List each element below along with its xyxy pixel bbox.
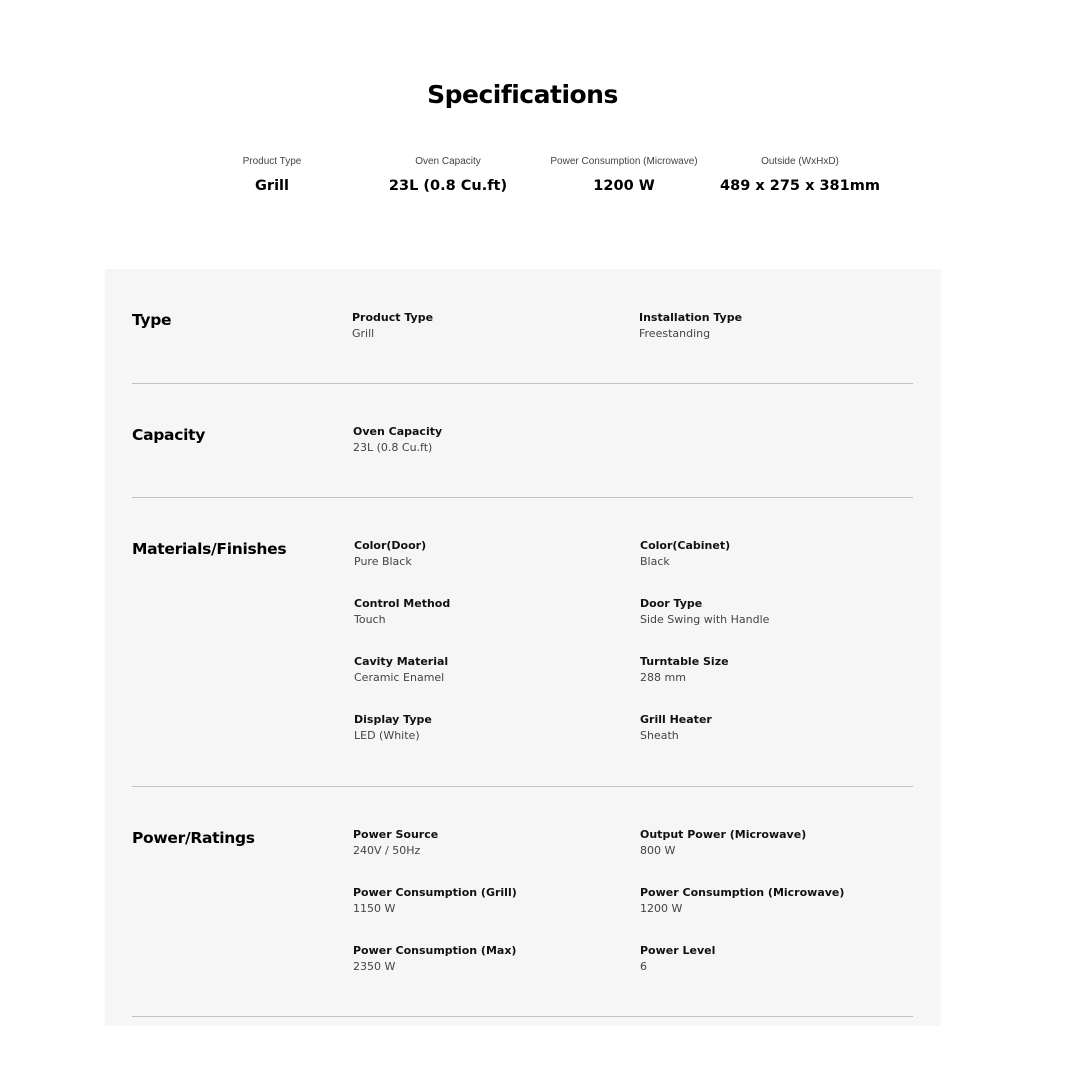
- spec-panel: [105, 269, 941, 1026]
- highlight-label: Product Type: [242, 156, 302, 167]
- highlight-value: 1200 W: [593, 178, 655, 194]
- spec-label: Installation Type: [639, 311, 743, 324]
- spec-label: Power Consumption (Microwave): [640, 886, 845, 899]
- spec-highlights: [184, 156, 888, 206]
- highlight-product-type: [184, 156, 360, 194]
- highlight-outside-dimensions: [712, 156, 888, 194]
- highlight-value: Grill: [255, 178, 289, 194]
- spec-item: [352, 310, 433, 342]
- spec-value: 1150 W: [353, 902, 396, 915]
- spec-section-power: [132, 787, 913, 1017]
- spec-item: [640, 596, 769, 628]
- spec-section-capacity: [132, 384, 913, 498]
- spec-label: Cavity Material: [354, 655, 449, 668]
- spec-label: Color(Cabinet): [640, 539, 731, 552]
- spec-item: [640, 538, 730, 570]
- spec-value: 23L (0.8 Cu.ft): [353, 441, 433, 454]
- spec-label: Power Source: [353, 828, 439, 841]
- spec-value: 288 mm: [640, 671, 686, 684]
- spec-value: 6: [640, 960, 647, 973]
- page-title: Specifications: [427, 80, 618, 109]
- spec-item: [354, 712, 432, 744]
- highlight-value: 489 x 275 x 381mm: [720, 178, 880, 194]
- section-title: Capacity: [132, 426, 206, 444]
- spec-value: 2350 W: [353, 960, 396, 973]
- spec-label: Control Method: [354, 597, 451, 610]
- spec-item: [639, 310, 742, 342]
- spec-item: [354, 538, 426, 570]
- highlight-value: 23L (0.8 Cu.ft): [388, 178, 508, 194]
- section-title: Materials/Finishes: [132, 540, 287, 558]
- spec-label: Power Consumption (Grill): [353, 886, 517, 899]
- spec-item: [640, 712, 712, 744]
- highlight-label: Oven Capacity: [415, 156, 481, 167]
- spec-label: Output Power (Microwave): [640, 828, 807, 841]
- spec-value: Grill: [352, 327, 375, 340]
- spec-value: Sheath: [640, 729, 679, 742]
- spec-item: [353, 827, 438, 859]
- spec-item: [353, 424, 442, 456]
- highlight-oven-capacity: [360, 156, 536, 194]
- spec-item: [640, 943, 715, 975]
- section-title: Type: [132, 311, 172, 329]
- spec-label: Grill Heater: [640, 713, 712, 726]
- spec-section-type: [132, 269, 913, 384]
- spec-label: Product Type: [352, 311, 434, 324]
- spec-value: LED (White): [354, 729, 420, 742]
- highlight-label: Power Consumption (Microwave): [550, 156, 698, 167]
- spec-value: Pure Black: [354, 555, 412, 568]
- spec-value: Black: [640, 555, 670, 568]
- spec-item: [354, 654, 448, 686]
- spec-value: Side Swing with Handle: [640, 613, 770, 626]
- spec-item: [353, 885, 517, 917]
- section-title: Power/Ratings: [132, 829, 255, 847]
- spec-value: Touch: [354, 613, 386, 626]
- highlight-power-consumption: [536, 156, 712, 194]
- spec-label: Color(Door): [354, 539, 427, 552]
- spec-label: Door Type: [640, 597, 703, 610]
- highlight-label: Outside (WxHxD): [761, 156, 839, 167]
- spec-item: [354, 596, 450, 628]
- spec-item: [640, 885, 844, 917]
- spec-item: [640, 654, 729, 686]
- spec-label: Power Level: [640, 944, 716, 957]
- spec-item: [353, 943, 516, 975]
- spec-item: [640, 827, 806, 859]
- spec-label: Turntable Size: [640, 655, 729, 668]
- spec-label: Display Type: [354, 713, 432, 726]
- spec-value: 1200 W: [640, 902, 683, 915]
- spec-value: Freestanding: [639, 327, 711, 340]
- spec-value: 240V / 50Hz: [353, 844, 421, 857]
- spec-value: Ceramic Enamel: [354, 671, 445, 684]
- spec-label: Power Consumption (Max): [353, 944, 517, 957]
- spec-value: 800 W: [640, 844, 676, 857]
- spec-label: Oven Capacity: [353, 425, 443, 438]
- spec-section-materials: [132, 498, 913, 787]
